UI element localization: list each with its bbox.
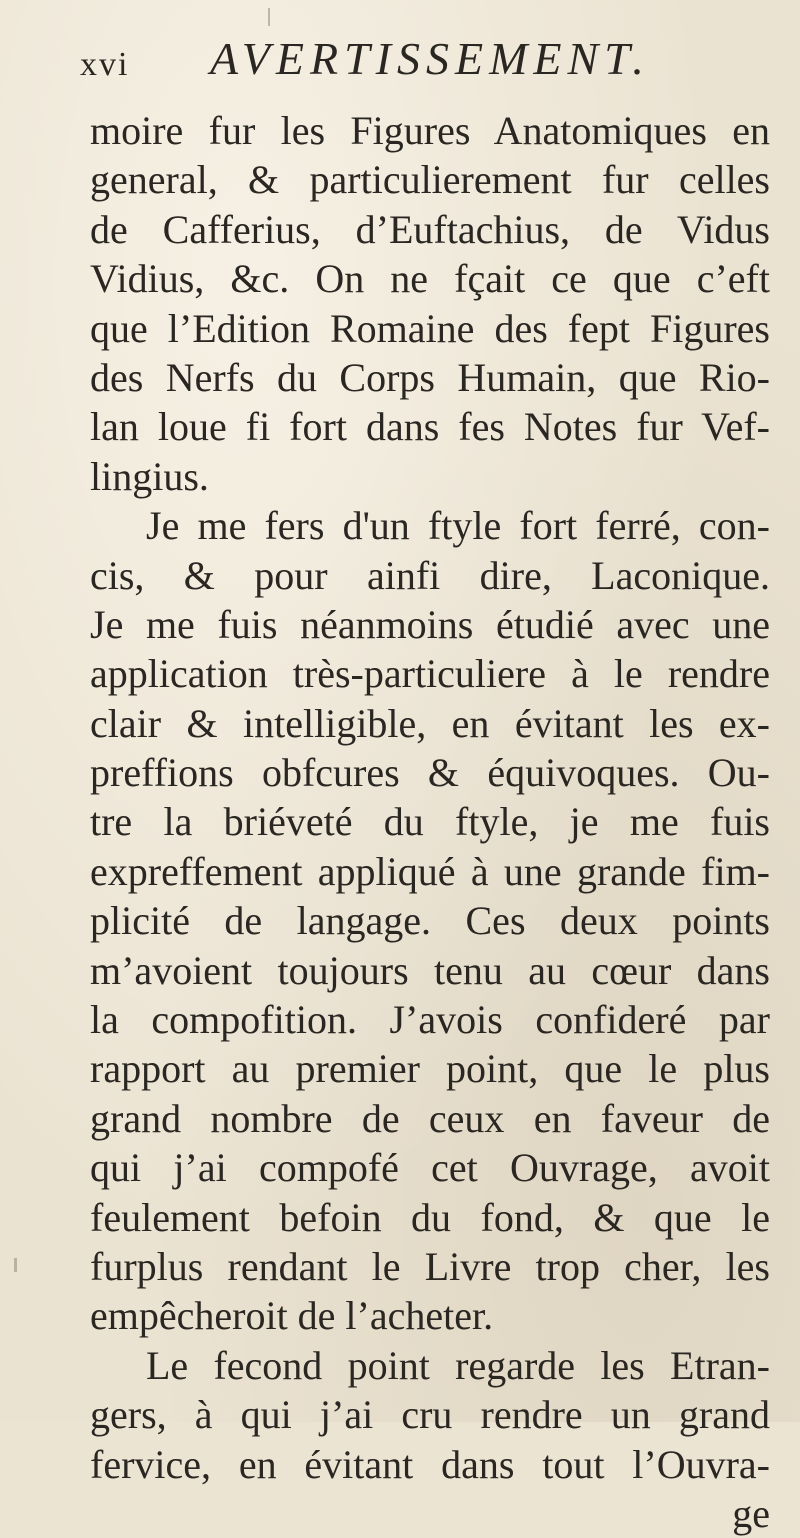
text-line: fervice, en évitant dans tout l’Ouvra-	[90, 1441, 770, 1487]
ink-speck	[268, 8, 270, 26]
text-line: preffions obfcures & équivoques. Ou-	[90, 750, 770, 796]
catchword: ge	[732, 1490, 770, 1536]
text-line: tre la briéveté du ftyle, je me fuis	[90, 799, 770, 845]
page-number: xvi	[80, 46, 130, 83]
ink-speck	[14, 1258, 17, 1272]
body-text	[90, 106, 770, 1538]
text-line: que l’Edition Romaine des fept Figures	[90, 305, 770, 351]
text-line: application très-particuliere à le rendre	[90, 651, 770, 697]
running-title: AVERTISSEMENT.	[210, 33, 650, 84]
text-line: moire fur les Figures Anatomiques en	[90, 108, 770, 153]
text-line: expreffement appliqué à une grande fim-	[90, 848, 770, 894]
page-header	[80, 28, 720, 88]
text-line: de Cafferius, d’Euftachius, de Vidus	[90, 206, 770, 252]
text-line: m’avoient toujours tenu au cœur dans	[90, 947, 770, 993]
text-line: feulement befoin du fond, & que le	[90, 1194, 770, 1240]
text-line: lingius.	[90, 453, 209, 499]
text-line: la compofition. J’avois confideré par	[90, 997, 770, 1043]
text-line: des Nerfs du Corps Humain, que Rio-	[90, 354, 770, 400]
text-line: Je me fuis néanmoins étudié avec une	[90, 601, 770, 647]
text-line: furplus rendant le Livre trop cher, les	[90, 1243, 770, 1289]
text-line: general, & particulierement fur celles	[90, 157, 770, 203]
text-line: gers, à qui j’ai cru rendre un grand	[90, 1392, 770, 1438]
text-line: empêcheroit de l’acheter.	[90, 1293, 494, 1339]
text-line: plicité de langage. Ces deux points	[90, 898, 770, 944]
text-line: qui j’ai compofé cet Ouvrage, avoit	[90, 1145, 770, 1191]
text-line: cis, & pour ainfi dire, Laconique.	[90, 552, 770, 598]
text-line: Le fecond point regarde les Etran-	[146, 1342, 770, 1388]
text-line: Je me fers d'un ftyle fort ferré, con-	[146, 503, 770, 549]
text-line: lan loue fi fort dans fes Notes fur Vef-	[90, 404, 770, 450]
text-line: Vidius, &c. On ne fçait ce que c’eft	[90, 256, 770, 302]
text-line: grand nombre de ceux en faveur de	[90, 1095, 770, 1141]
text-line: clair & intelligible, en évitant les ex-	[90, 700, 770, 746]
text-line: rapport au premier point, que le plus	[90, 1046, 770, 1092]
